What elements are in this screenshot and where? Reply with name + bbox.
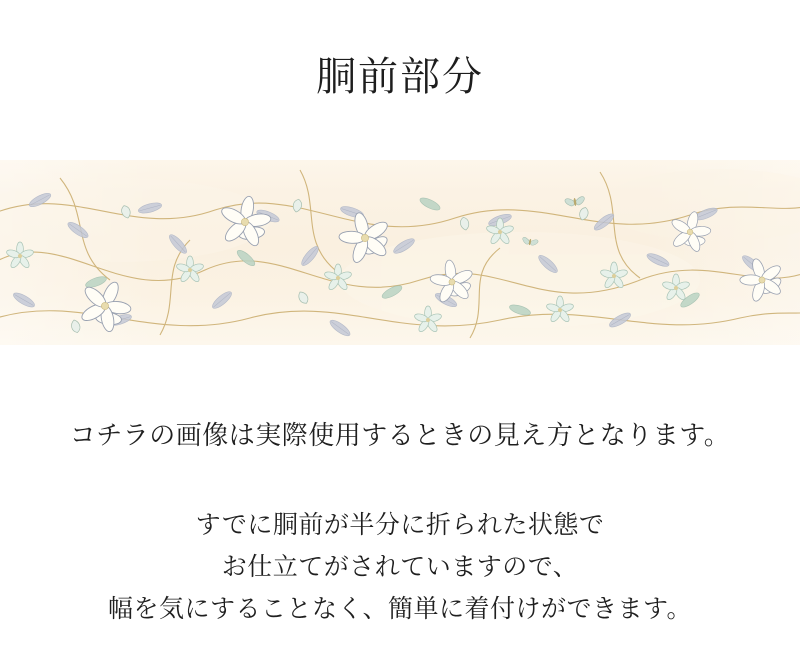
detail-line-3: 幅を気にすることなく、簡単に着付けができます。 <box>107 593 692 623</box>
lead-text: コチラの画像は実際使用するときの見え方となります。 <box>69 420 731 451</box>
detail-paragraph <box>0 504 800 630</box>
detail-line-2: お仕立てがされていますので、 <box>221 551 579 581</box>
fabric-image <box>0 160 800 345</box>
detail-line-1: すでに胴前が半分に折られた状態で <box>195 509 605 539</box>
page-root <box>0 27 800 661</box>
description-block <box>0 345 800 630</box>
page-title: 胴前部分 <box>316 53 484 100</box>
fabric-pattern-icon <box>0 160 800 345</box>
